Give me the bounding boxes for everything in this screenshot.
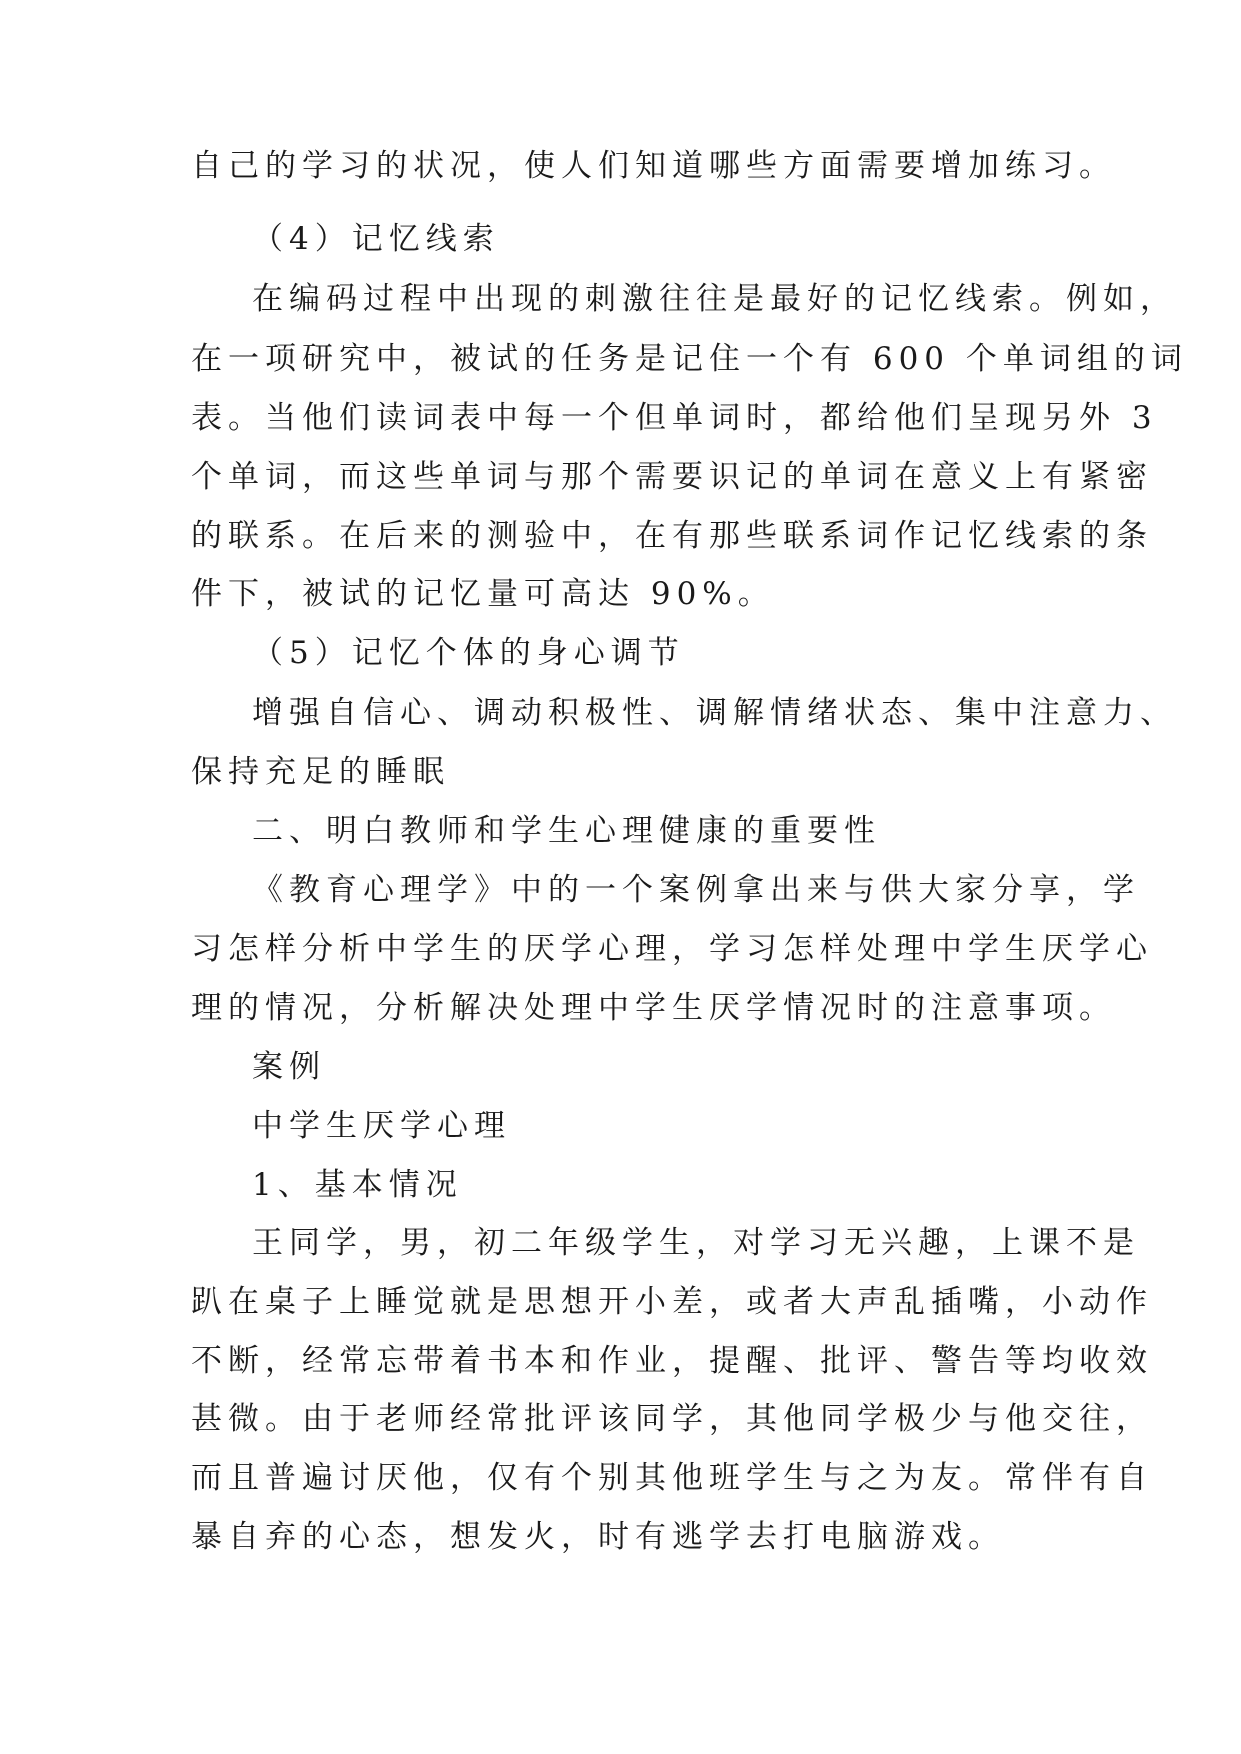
section-heading: （4）记忆线索 xyxy=(252,221,500,257)
text-line: 趴在桌子上睡觉就是思想开小差，或者大声乱插嘴，小动作 xyxy=(191,1284,1153,1320)
text-line: 《教育心理学》中的一个案例拿出来与供大家分享，学 xyxy=(252,872,1140,908)
section-heading: 二、明白教师和学生心理健康的重要性 xyxy=(252,813,881,849)
text-line: 表。当他们读词表中每一个但单词时，都给他们呈现另外 3 xyxy=(191,400,1158,436)
text-line: 王同学，男，初二年级学生，对学习无兴趣，上课不是 xyxy=(252,1225,1140,1261)
text-line: 在一项研究中，被试的任务是记住一个有 600 个单词组的词 xyxy=(191,341,1188,377)
section-heading: （5）记忆个体的身心调节 xyxy=(252,635,685,671)
text-line: 自己的学习的状况，使人们知道哪些方面需要增加练习。 xyxy=(191,148,1116,184)
section-heading: 1、基本情况 xyxy=(252,1167,463,1203)
text-line: 暴自弃的心态，想发火，时有逃学去打电脑游戏。 xyxy=(191,1519,1005,1555)
text-line: 件下，被试的记忆量可高达 90%。 xyxy=(191,576,775,612)
text-line: 不断，经常忘带着书本和作业，提醒、批评、警告等均收效 xyxy=(191,1343,1153,1379)
text-line: 保持充足的睡眠 xyxy=(191,754,450,790)
section-heading: 案例 xyxy=(252,1049,326,1085)
text-line: 习怎样分析中学生的厌学心理，学习怎样处理中学生厌学心 xyxy=(191,931,1153,967)
section-heading: 中学生厌学心理 xyxy=(252,1108,511,1144)
text-line: 在编码过程中出现的刺激往往是最好的记忆线索。例如， xyxy=(252,281,1177,317)
text-line: 个单词，而这些单词与那个需要识记的单词在意义上有紧密 xyxy=(191,459,1153,495)
text-line: 增强自信心、调动积极性、调解情绪状态、集中注意力、 xyxy=(252,695,1177,731)
text-line: 的联系。在后来的测验中，在有那些联系词作记忆线索的条 xyxy=(191,518,1153,554)
text-line: 理的情况，分析解决处理中学生厌学情况时的注意事项。 xyxy=(191,990,1116,1026)
text-line: 甚微。由于老师经常批评该同学，其他同学极少与他交往， xyxy=(191,1401,1153,1437)
text-line: 而且普遍讨厌他，仅有个别其他班学生与之为友。常伴有自 xyxy=(191,1460,1153,1496)
